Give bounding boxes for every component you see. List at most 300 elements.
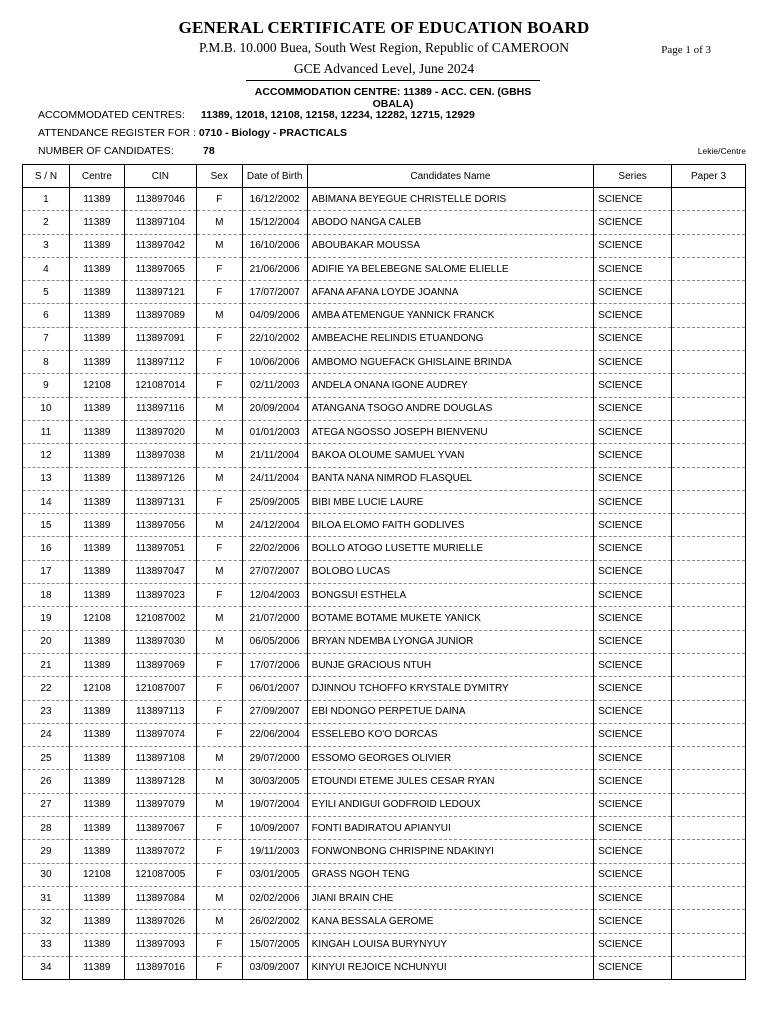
cell-series: SCIENCE <box>594 514 672 537</box>
cell-name: ABIMANA BEYEGUE CHRISTELLE DORIS <box>307 188 593 211</box>
cell-name: BOTAME BOTAME MUKETE YANICK <box>307 607 593 630</box>
table-row <box>23 514 746 537</box>
cell-sn: 20 <box>23 630 70 653</box>
cell-centre: 11389 <box>69 444 124 467</box>
cell-sn: 28 <box>23 817 70 840</box>
cell-paper3 <box>672 723 746 746</box>
cell-dob: 22/10/2002 <box>242 327 307 350</box>
cell-name: EBI NDONGO PERPETUE DAINA <box>307 700 593 723</box>
cell-dob: 15/12/2004 <box>242 211 307 234</box>
table-row <box>23 607 746 630</box>
cell-centre: 12108 <box>69 677 124 700</box>
cell-sn: 9 <box>23 374 70 397</box>
cell-sn: 8 <box>23 351 70 374</box>
cell-cin: 113897128 <box>124 770 196 793</box>
cell-sn: 31 <box>23 886 70 909</box>
cell-series: SCIENCE <box>594 653 672 676</box>
cell-sex: F <box>196 374 242 397</box>
document-header <box>0 18 768 78</box>
column-header-series: Series <box>594 165 672 188</box>
cell-sn: 30 <box>23 863 70 886</box>
cell-cin: 113897047 <box>124 560 196 583</box>
table-row <box>23 374 746 397</box>
board-address: P.M.B. 10.000 Buea, South West Region, Republic of CAMEROON <box>199 40 569 55</box>
cell-sn: 32 <box>23 910 70 933</box>
cell-sex: M <box>196 793 242 816</box>
cell-dob: 19/07/2004 <box>242 793 307 816</box>
cell-sn: 26 <box>23 770 70 793</box>
cell-paper3 <box>672 584 746 607</box>
cell-sex: F <box>196 653 242 676</box>
cell-sn: 17 <box>23 560 70 583</box>
table-row <box>23 933 746 956</box>
cell-cin: 113897030 <box>124 630 196 653</box>
cell-series: SCIENCE <box>594 444 672 467</box>
cell-sex: F <box>196 327 242 350</box>
attendance-register-label: ATTENDANCE REGISTER FOR : <box>38 127 196 139</box>
cell-sex: F <box>196 584 242 607</box>
cell-dob: 16/12/2002 <box>242 188 307 211</box>
cell-name: BOLLO ATOGO LUSETTE MURIELLE <box>307 537 593 560</box>
column-header-name: Candidates Name <box>307 165 593 188</box>
page-number: Page 1 of 3 <box>661 44 711 56</box>
cell-name: ATEGA NGOSSO JOSEPH BIENVENU <box>307 420 593 443</box>
cell-paper3 <box>672 420 746 443</box>
cell-centre: 11389 <box>69 933 124 956</box>
cell-cin: 113897020 <box>124 420 196 443</box>
cell-cin: 113897079 <box>124 793 196 816</box>
cell-sex: F <box>196 840 242 863</box>
cell-centre: 11389 <box>69 770 124 793</box>
cell-name: KANA BESSALA GEROME <box>307 910 593 933</box>
cell-series: SCIENCE <box>594 327 672 350</box>
cell-sex: M <box>196 910 242 933</box>
attendance-register-value: 0710 - Biology - PRACTICALS <box>198 127 348 139</box>
cell-cin: 113897065 <box>124 257 196 280</box>
cell-dob: 03/01/2005 <box>242 863 307 886</box>
board-title: GENERAL CERTIFICATE OF EDUCATION BOARD <box>178 18 590 37</box>
cell-dob: 19/11/2003 <box>242 840 307 863</box>
table-row <box>23 700 746 723</box>
cell-name: EYILI ANDIGUI GODFROID LEDOUX <box>307 793 593 816</box>
cell-paper3 <box>672 444 746 467</box>
column-header-sn: S / N <box>23 165 70 188</box>
cell-name: ETOUNDI ETEME JULES CESAR RYAN <box>307 770 593 793</box>
cell-sn: 24 <box>23 723 70 746</box>
cell-dob: 24/12/2004 <box>242 514 307 537</box>
cell-centre: 12108 <box>69 607 124 630</box>
column-header-paper3: Paper 3 <box>672 165 746 188</box>
cell-series: SCIENCE <box>594 537 672 560</box>
table-row <box>23 537 746 560</box>
cell-paper3 <box>672 304 746 327</box>
cell-centre: 11389 <box>69 351 124 374</box>
cell-series: SCIENCE <box>594 817 672 840</box>
cell-sex: M <box>196 304 242 327</box>
cell-cin: 113897108 <box>124 747 196 770</box>
table-row <box>23 863 746 886</box>
cell-name: ADIFIE YA BELEBEGNE SALOME ELIELLE <box>307 257 593 280</box>
cell-paper3 <box>672 188 746 211</box>
cell-centre: 11389 <box>69 723 124 746</box>
cell-series: SCIENCE <box>594 467 672 490</box>
accommodated-centres-label: ACCOMMODATED CENTRES: <box>38 109 185 121</box>
cell-paper3 <box>672 514 746 537</box>
cell-sex: M <box>196 234 242 257</box>
cell-paper3 <box>672 560 746 583</box>
cell-centre: 11389 <box>69 817 124 840</box>
cell-sex: F <box>196 490 242 513</box>
cell-dob: 15/07/2005 <box>242 933 307 956</box>
cell-name: BOLOBO LUCAS <box>307 560 593 583</box>
cell-cin: 113897072 <box>124 840 196 863</box>
cell-dob: 03/09/2007 <box>242 956 307 979</box>
cell-name: ESSOMO GEORGES OLIVIER <box>307 747 593 770</box>
cell-sex: M <box>196 560 242 583</box>
cell-dob: 30/03/2005 <box>242 770 307 793</box>
cell-series: SCIENCE <box>594 886 672 909</box>
cell-series: SCIENCE <box>594 304 672 327</box>
cell-paper3 <box>672 257 746 280</box>
cell-series: SCIENCE <box>594 956 672 979</box>
cell-sn: 2 <box>23 211 70 234</box>
cell-cin: 113897026 <box>124 910 196 933</box>
cell-cin: 113897104 <box>124 211 196 234</box>
cell-series: SCIENCE <box>594 351 672 374</box>
cell-centre: 11389 <box>69 514 124 537</box>
cell-series: SCIENCE <box>594 211 672 234</box>
cell-paper3 <box>672 793 746 816</box>
accommodated-centres-value: 11389, 12018, 12108, 12158, 12234, 12282, 12715, 12929 <box>201 109 475 121</box>
table-row <box>23 723 746 746</box>
cell-centre: 11389 <box>69 747 124 770</box>
column-header-dob: Date of Birth <box>242 165 307 188</box>
cell-centre: 11389 <box>69 304 124 327</box>
table-row <box>23 490 746 513</box>
table-row <box>23 677 746 700</box>
table-row <box>23 630 746 653</box>
table-body <box>23 188 746 980</box>
cell-cin: 113897023 <box>124 584 196 607</box>
cell-dob: 02/02/2006 <box>242 886 307 909</box>
cell-sn: 3 <box>23 234 70 257</box>
cell-sex: M <box>196 211 242 234</box>
cell-dob: 10/09/2007 <box>242 817 307 840</box>
cell-centre: 11389 <box>69 257 124 280</box>
cell-name: FONWONBONG CHRISPINE NDAKINYI <box>307 840 593 863</box>
cell-centre: 11389 <box>69 467 124 490</box>
cell-centre: 11389 <box>69 793 124 816</box>
cell-cin: 113897112 <box>124 351 196 374</box>
cell-sex: F <box>196 537 242 560</box>
cell-series: SCIENCE <box>594 747 672 770</box>
cell-paper3 <box>672 910 746 933</box>
column-header-cin: CIN <box>124 165 196 188</box>
cell-name: AMBOMO NGUEFACK GHISLAINE BRINDA <box>307 351 593 374</box>
cell-dob: 27/09/2007 <box>242 700 307 723</box>
cell-cin: 113897074 <box>124 723 196 746</box>
cell-series: SCIENCE <box>594 234 672 257</box>
cell-paper3 <box>672 281 746 304</box>
cell-series: SCIENCE <box>594 397 672 420</box>
cell-centre: 11389 <box>69 327 124 350</box>
cell-centre: 11389 <box>69 490 124 513</box>
cell-series: SCIENCE <box>594 700 672 723</box>
cell-series: SCIENCE <box>594 840 672 863</box>
exam-title: GCE Advanced Level, June 2024 <box>293 61 475 76</box>
cell-cin: 121087005 <box>124 863 196 886</box>
cell-sn: 29 <box>23 840 70 863</box>
cell-name: FONTI BADIRATOU APIANYUI <box>307 817 593 840</box>
table-row <box>23 560 746 583</box>
cell-series: SCIENCE <box>594 560 672 583</box>
table-row <box>23 956 746 979</box>
cell-name: BILOA ELOMO FAITH GODLIVES <box>307 514 593 537</box>
cell-paper3 <box>672 770 746 793</box>
cell-sn: 23 <box>23 700 70 723</box>
cell-dob: 26/02/2002 <box>242 910 307 933</box>
table-row <box>23 467 746 490</box>
cell-paper3 <box>672 537 746 560</box>
cell-name: JIANI BRAIN CHE <box>307 886 593 909</box>
cell-sex: M <box>196 420 242 443</box>
table-row <box>23 793 746 816</box>
cell-name: KINYUI REJOICE NCHUNYUI <box>307 956 593 979</box>
cell-name: AMBA ATEMENGUE YANNICK FRANCK <box>307 304 593 327</box>
cell-sn: 1 <box>23 188 70 211</box>
cell-sex: F <box>196 188 242 211</box>
cell-sn: 15 <box>23 514 70 537</box>
cell-dob: 17/07/2006 <box>242 653 307 676</box>
cell-sex: F <box>196 817 242 840</box>
cell-centre: 11389 <box>69 211 124 234</box>
cell-cin: 113897067 <box>124 817 196 840</box>
cell-paper3 <box>672 700 746 723</box>
cell-sex: M <box>196 607 242 630</box>
division-label: Lekie/Centre <box>697 146 746 156</box>
cell-sn: 27 <box>23 793 70 816</box>
cell-series: SCIENCE <box>594 281 672 304</box>
cell-dob: 01/01/2003 <box>242 420 307 443</box>
table-header-row <box>23 165 746 188</box>
cell-sex: M <box>196 397 242 420</box>
column-header-centre: Centre <box>69 165 124 188</box>
cell-name: AMBEACHE RELINDIS ETUANDONG <box>307 327 593 350</box>
table-row <box>23 304 746 327</box>
cell-centre: 12108 <box>69 863 124 886</box>
cell-cin: 113897093 <box>124 933 196 956</box>
cell-sn: 25 <box>23 747 70 770</box>
cell-paper3 <box>672 397 746 420</box>
cell-cin: 113897121 <box>124 281 196 304</box>
cell-centre: 11389 <box>69 956 124 979</box>
cell-name: ANDELA ONANA IGONE AUDREY <box>307 374 593 397</box>
cell-sex: F <box>196 257 242 280</box>
cell-sex: F <box>196 723 242 746</box>
cell-sn: 19 <box>23 607 70 630</box>
cell-series: SCIENCE <box>594 420 672 443</box>
cell-sex: M <box>196 467 242 490</box>
cell-series: SCIENCE <box>594 770 672 793</box>
cell-paper3 <box>672 234 746 257</box>
cell-centre: 11389 <box>69 420 124 443</box>
attendance-table <box>22 164 746 980</box>
cell-dob: 21/11/2004 <box>242 444 307 467</box>
cell-dob: 22/02/2006 <box>242 537 307 560</box>
cell-name: BAKOA OLOUME SAMUEL YVAN <box>307 444 593 467</box>
attendance-register <box>38 127 347 139</box>
cell-paper3 <box>672 653 746 676</box>
cell-cin: 121087002 <box>124 607 196 630</box>
cell-sn: 10 <box>23 397 70 420</box>
cell-paper3 <box>672 467 746 490</box>
cell-series: SCIENCE <box>594 677 672 700</box>
cell-dob: 02/11/2003 <box>242 374 307 397</box>
cell-name: BRYAN NDEMBA LYONGA JUNIOR <box>307 630 593 653</box>
cell-dob: 29/07/2000 <box>242 747 307 770</box>
cell-sn: 11 <box>23 420 70 443</box>
cell-sex: M <box>196 514 242 537</box>
table-row <box>23 653 746 676</box>
cell-sn: 21 <box>23 653 70 676</box>
cell-dob: 22/06/2004 <box>242 723 307 746</box>
cell-series: SCIENCE <box>594 257 672 280</box>
table-row <box>23 188 746 211</box>
cell-cin: 121087014 <box>124 374 196 397</box>
cell-cin: 113897016 <box>124 956 196 979</box>
cell-sex: F <box>196 700 242 723</box>
table-row <box>23 840 746 863</box>
cell-centre: 11389 <box>69 281 124 304</box>
cell-paper3 <box>672 490 746 513</box>
table-row <box>23 257 746 280</box>
cell-name: ABOUBAKAR MOUSSA <box>307 234 593 257</box>
cell-series: SCIENCE <box>594 723 672 746</box>
column-header-sex: Sex <box>196 165 242 188</box>
cell-dob: 10/06/2006 <box>242 351 307 374</box>
cell-series: SCIENCE <box>594 374 672 397</box>
cell-series: SCIENCE <box>594 630 672 653</box>
table-row <box>23 234 746 257</box>
cell-sex: M <box>196 770 242 793</box>
cell-sex: F <box>196 956 242 979</box>
cell-dob: 06/01/2007 <box>242 677 307 700</box>
cell-paper3 <box>672 863 746 886</box>
cell-sn: 13 <box>23 467 70 490</box>
cell-dob: 16/10/2006 <box>242 234 307 257</box>
cell-name: BONGSUI ESTHELA <box>307 584 593 607</box>
cell-paper3 <box>672 211 746 234</box>
cell-sn: 5 <box>23 281 70 304</box>
table-row <box>23 584 746 607</box>
cell-cin: 113897126 <box>124 467 196 490</box>
cell-cin: 113897046 <box>124 188 196 211</box>
cell-dob: 21/07/2000 <box>242 607 307 630</box>
cell-cin: 121087007 <box>124 677 196 700</box>
cell-paper3 <box>672 933 746 956</box>
cell-name: ESSELEBO KO'O DORCAS <box>307 723 593 746</box>
cell-sn: 34 <box>23 956 70 979</box>
cell-paper3 <box>672 677 746 700</box>
cell-name: KINGAH LOUISA BURYNYUY <box>307 933 593 956</box>
cell-centre: 11389 <box>69 584 124 607</box>
cell-dob: 20/09/2004 <box>242 397 307 420</box>
cell-series: SCIENCE <box>594 490 672 513</box>
table-row <box>23 910 746 933</box>
cell-sex: F <box>196 351 242 374</box>
number-of-candidates-value: 78 <box>203 145 215 157</box>
cell-sn: 12 <box>23 444 70 467</box>
cell-centre: 11389 <box>69 397 124 420</box>
cell-sn: 6 <box>23 304 70 327</box>
cell-sex: M <box>196 886 242 909</box>
cell-sex: F <box>196 863 242 886</box>
cell-dob: 24/11/2004 <box>242 467 307 490</box>
cell-centre: 11389 <box>69 630 124 653</box>
cell-centre: 11389 <box>69 234 124 257</box>
accommodation-centre: ACCOMMODATION CENTRE: 11389 - ACC. CEN. (GBHS OBALA) <box>246 80 540 110</box>
cell-sn: 22 <box>23 677 70 700</box>
cell-paper3 <box>672 886 746 909</box>
cell-centre: 11389 <box>69 700 124 723</box>
cell-cin: 113897131 <box>124 490 196 513</box>
cell-centre: 11389 <box>69 560 124 583</box>
cell-name: ATANGANA TSOGO ANDRE DOUGLAS <box>307 397 593 420</box>
cell-paper3 <box>672 630 746 653</box>
cell-cin: 113897038 <box>124 444 196 467</box>
table-row <box>23 747 746 770</box>
cell-cin: 113897113 <box>124 700 196 723</box>
cell-name: DJINNOU TCHOFFO KRYSTALE DYMITRY <box>307 677 593 700</box>
cell-dob: 25/09/2005 <box>242 490 307 513</box>
cell-sn: 33 <box>23 933 70 956</box>
cell-sn: 18 <box>23 584 70 607</box>
cell-paper3 <box>672 956 746 979</box>
cell-cin: 113897042 <box>124 234 196 257</box>
cell-cin: 113897051 <box>124 537 196 560</box>
cell-centre: 11389 <box>69 840 124 863</box>
cell-name: BANTA NANA NIMROD FLASQUEL <box>307 467 593 490</box>
cell-dob: 12/04/2003 <box>242 584 307 607</box>
cell-sn: 7 <box>23 327 70 350</box>
table-row <box>23 351 746 374</box>
table-row <box>23 817 746 840</box>
cell-dob: 27/07/2007 <box>242 560 307 583</box>
cell-series: SCIENCE <box>594 863 672 886</box>
cell-centre: 11389 <box>69 537 124 560</box>
table-row <box>23 281 746 304</box>
cell-dob: 21/06/2006 <box>242 257 307 280</box>
table-row <box>23 211 746 234</box>
cell-centre: 11389 <box>69 653 124 676</box>
cell-cin: 113897116 <box>124 397 196 420</box>
table-row <box>23 397 746 420</box>
cell-series: SCIENCE <box>594 793 672 816</box>
cell-series: SCIENCE <box>594 584 672 607</box>
cell-sex: M <box>196 444 242 467</box>
cell-name: BIBI MBE LUCIE LAURE <box>307 490 593 513</box>
cell-dob: 04/09/2006 <box>242 304 307 327</box>
cell-dob: 17/07/2007 <box>242 281 307 304</box>
cell-sn: 16 <box>23 537 70 560</box>
cell-paper3 <box>672 747 746 770</box>
cell-cin: 113897091 <box>124 327 196 350</box>
number-of-candidates-label: NUMBER OF CANDIDATES: <box>38 145 174 157</box>
cell-paper3 <box>672 374 746 397</box>
cell-name: BUNJE GRACIOUS NTUH <box>307 653 593 676</box>
cell-sex: M <box>196 630 242 653</box>
cell-series: SCIENCE <box>594 910 672 933</box>
